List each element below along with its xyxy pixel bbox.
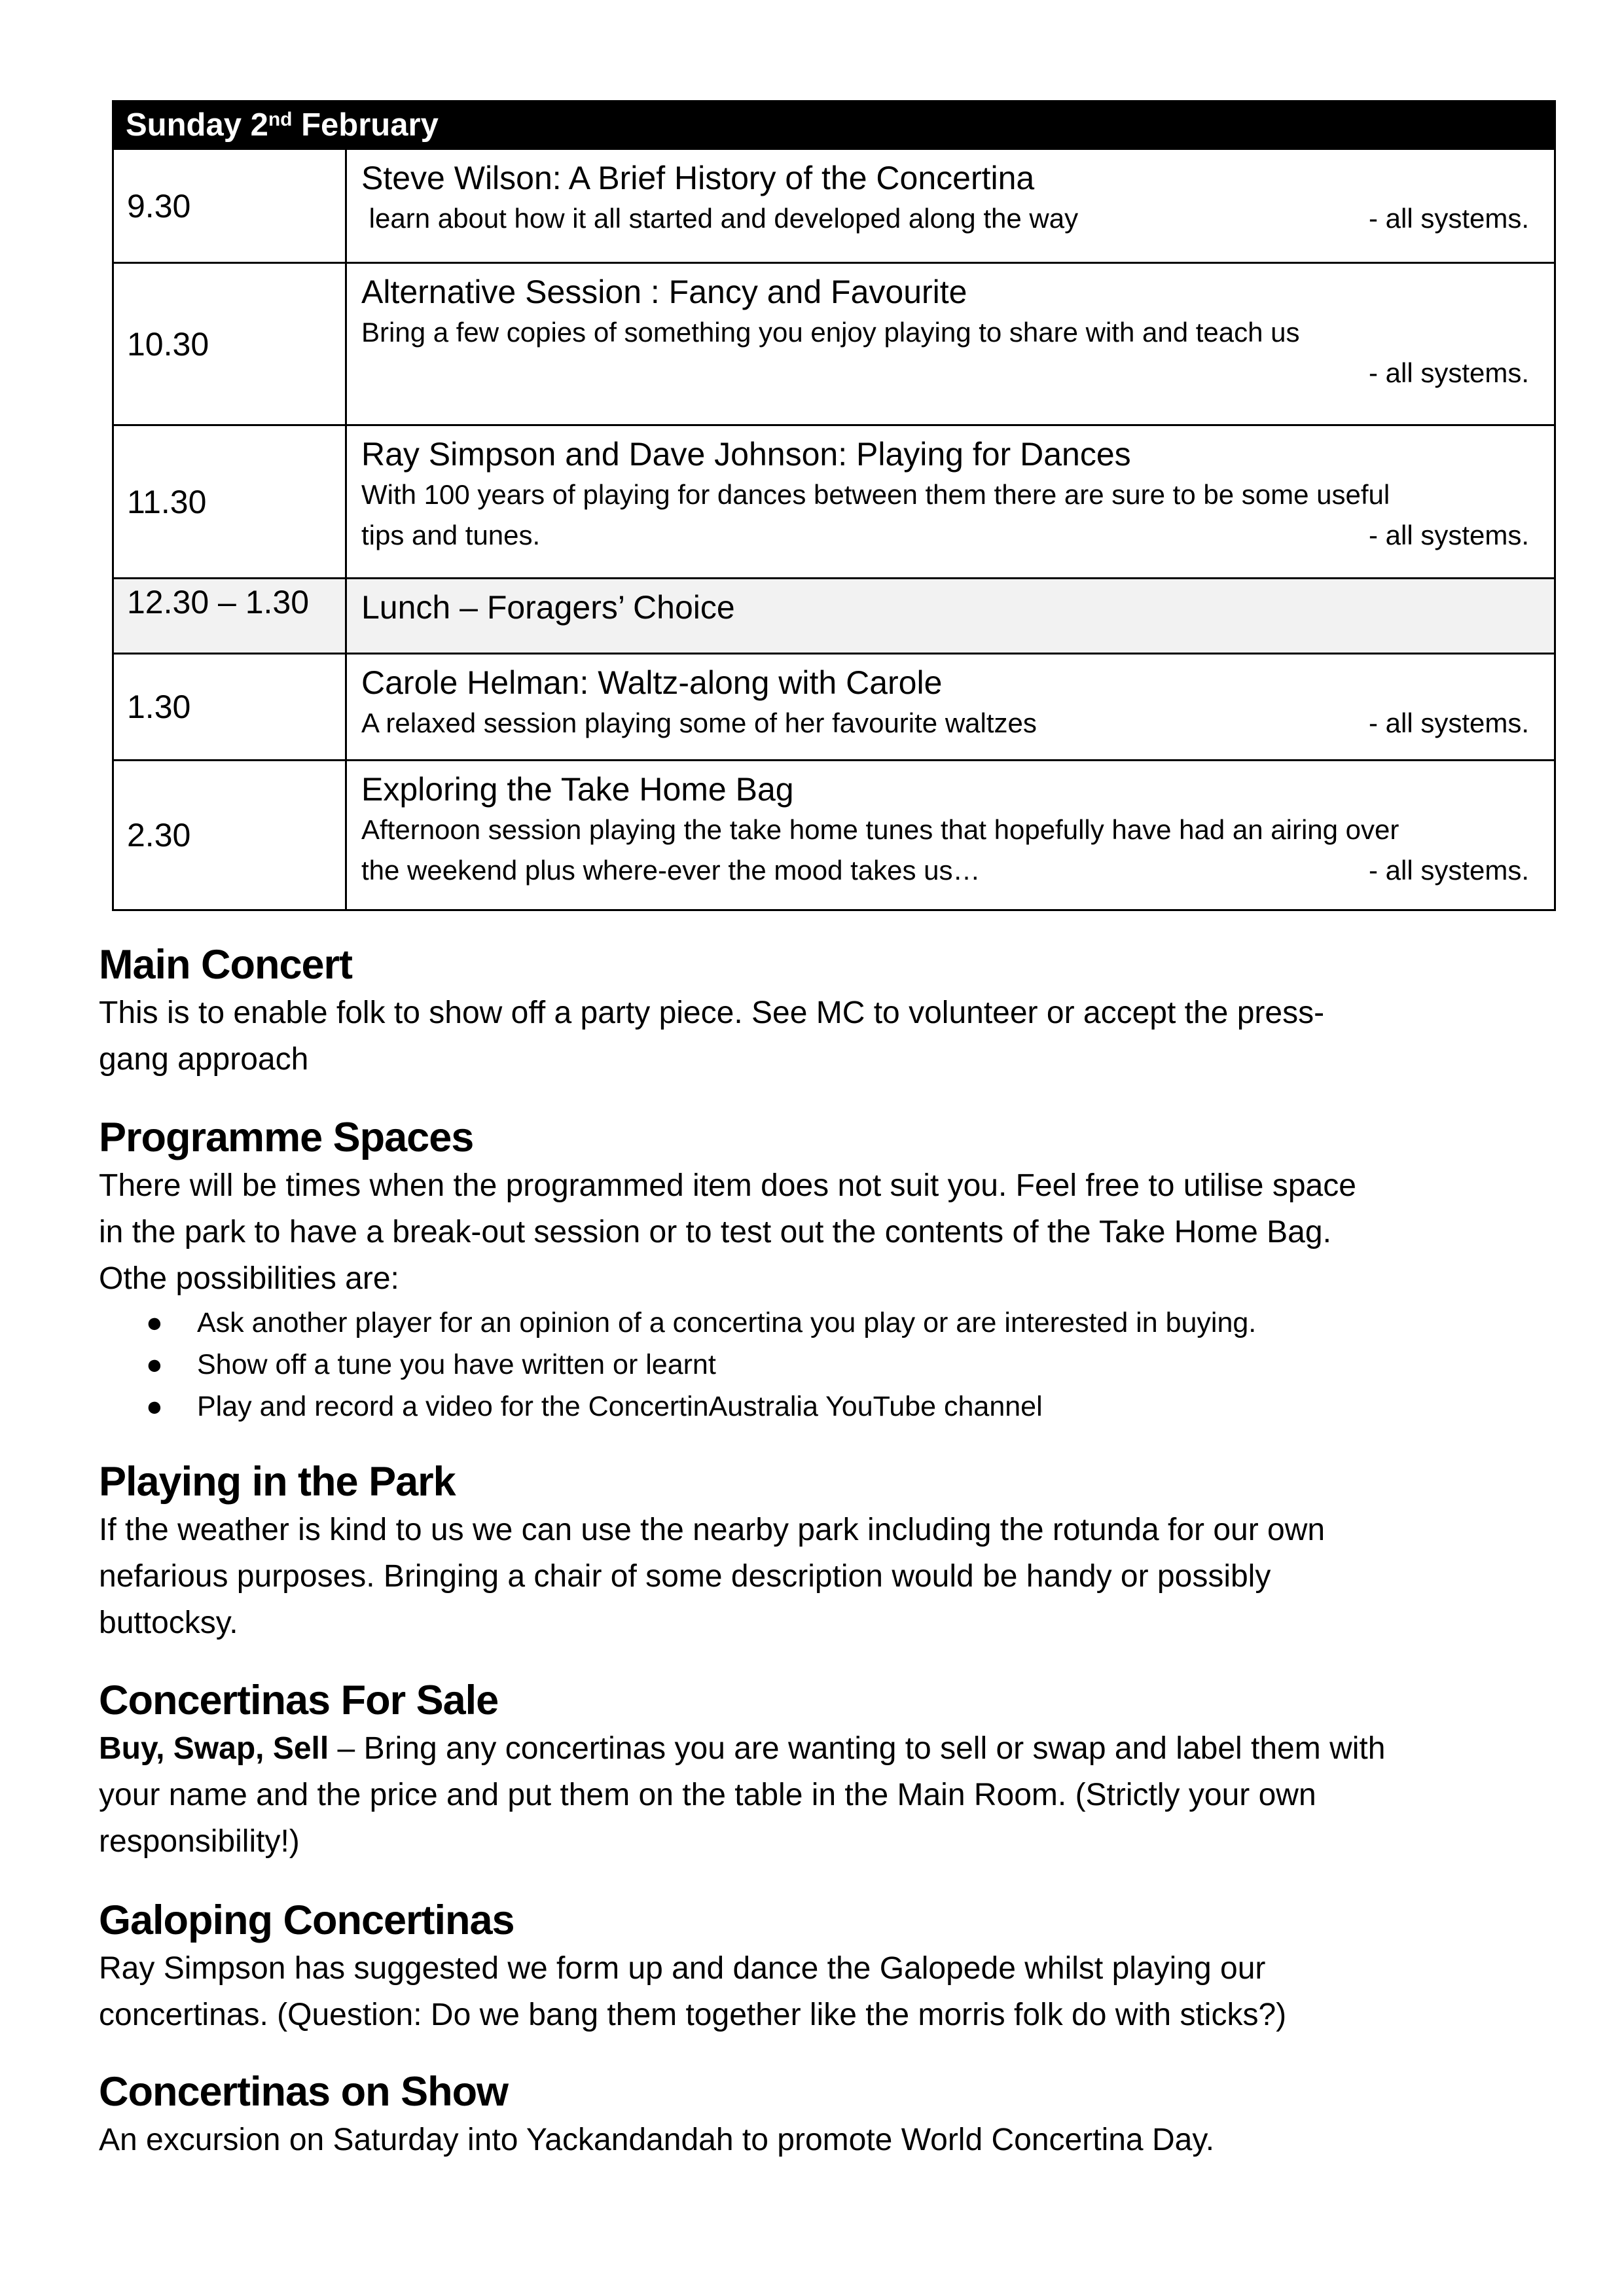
section-text: nefarious purposes. Bringing a chair of some description would be handy or possibly: [99, 1559, 1271, 1594]
row-content: [347, 761, 1554, 909]
section-playing-in-park: [99, 1457, 1539, 1646]
row-time: 12.30 – 1.30: [114, 579, 347, 653]
row-desc-line: [361, 703, 1529, 744]
section-text: Othe possibilities are:: [99, 1261, 399, 1296]
schedule-row: [114, 759, 1554, 909]
section-text: – Bring any concertinas you are wanting to sell or swap and label them with: [329, 1731, 1386, 1766]
day-ordinal: nd: [268, 109, 293, 130]
row-desc-line: [361, 850, 1529, 891]
list-item: [146, 1344, 1539, 1386]
section-on-show: [99, 2067, 1539, 2163]
row-systems: - all systems.: [1368, 708, 1529, 738]
row-title: Lunch – Foragers’ Choice: [361, 589, 735, 626]
schedule-row: [114, 653, 1554, 759]
row-title: Ray Simpson and Dave Johnson: Playing for Dances: [361, 436, 1131, 473]
row-desc-2: tips and tunes.: [361, 520, 541, 550]
list-item-text: Show off a tune you have written or learnt: [197, 1349, 716, 1380]
section-heading: Concertinas on Show: [99, 2069, 509, 2115]
row-content: [347, 264, 1554, 424]
list-item: [146, 1302, 1539, 1344]
schedule-row: [114, 424, 1554, 577]
row-content: [347, 150, 1554, 262]
section-text: your name and the price and put them on the table in the Main Room. (Strictly your own: [99, 1778, 1316, 1812]
row-title: Steve Wilson: A Brief History of the Concertina: [361, 160, 1035, 196]
row-content: [347, 426, 1554, 577]
lead-text: Buy, Swap, Sell: [99, 1731, 329, 1766]
bullet-icon: ●: [146, 1391, 163, 1422]
bullet-icon: ●: [146, 1307, 163, 1338]
row-desc-2: the weekend plus where-ever the mood takes us…: [361, 855, 981, 886]
schedule-row: [114, 262, 1554, 424]
row-time: 2.30: [114, 761, 347, 909]
section-text: Ray Simpson has suggested we form up and dance the Galopede whilst playing our: [99, 1951, 1266, 1986]
row-systems: - all systems.: [1368, 520, 1529, 550]
section-for-sale: [99, 1676, 1539, 1865]
section-text: in the park to have a break-out session or to test out the contents of the Take Home Bag.: [99, 1215, 1331, 1249]
row-desc-line: [361, 515, 1529, 556]
section-text: responsibility!): [99, 1824, 300, 1859]
section-text: buttocksy.: [99, 1605, 238, 1640]
section-heading: Programme Spaces: [99, 1115, 474, 1160]
schedule-row: [114, 148, 1554, 262]
schedule-table: [112, 100, 1556, 911]
row-desc: A relaxed session playing some of her favourite waltzes: [361, 708, 1037, 738]
section-text: An excursion on Saturday into Yackandandah to promote World Concertina Day.: [99, 2123, 1215, 2157]
row-desc: Bring a few copies of something you enjoy playing to share with and teach us: [361, 317, 1300, 348]
row-time: 10.30: [114, 264, 347, 424]
section-heading: Main Concert: [99, 942, 353, 988]
row-desc: With 100 years of playing for dances between them there are sure to be some useful: [361, 479, 1390, 510]
section-main-concert: [99, 940, 1539, 1083]
row-systems: - all systems.: [1368, 203, 1529, 234]
row-title: Alternative Session : Fancy and Favourite: [361, 274, 967, 310]
schedule-day-header: [114, 102, 1554, 148]
row-systems: - all systems.: [1368, 357, 1529, 388]
row-desc: learn about how it all started and developed along the way: [361, 203, 1079, 234]
section-text: If the weather is kind to us we can use the nearby park including the rotunda for our own: [99, 1513, 1326, 1547]
section-text: This is to enable folk to show off a party piece. See MC to volunteer or accept the press-: [99, 996, 1325, 1030]
row-time: 1.30: [114, 655, 347, 759]
section-text: There will be times when the programmed item does not suit you. Feel free to utilise space: [99, 1168, 1356, 1203]
row-content: [347, 655, 1554, 759]
row-desc-line: [361, 198, 1529, 239]
section-galoping: [99, 1895, 1539, 2038]
row-systems: - all systems.: [1368, 855, 1529, 886]
section-programme-spaces: [99, 1113, 1539, 1427]
possibilities-list: [99, 1302, 1539, 1427]
section-heading: Concertinas For Sale: [99, 1677, 499, 1723]
list-item: [146, 1386, 1539, 1427]
section-heading: Playing in the Park: [99, 1459, 456, 1505]
day-suffix: February: [292, 107, 439, 143]
row-title: Carole Helman: Waltz-along with Carole: [361, 664, 943, 701]
row-content: [347, 579, 1554, 653]
row-time: 11.30: [114, 426, 347, 577]
section-text: gang approach: [99, 1042, 309, 1077]
schedule-row-lunch: [114, 577, 1554, 653]
section-text: concertinas. (Question: Do we bang them together like the morris folk do with sticks?): [99, 1998, 1287, 2032]
section-heading: Galoping Concertinas: [99, 1897, 514, 1943]
row-time: 9.30: [114, 150, 347, 262]
list-item-text: Play and record a video for the ConcertinAustralia YouTube channel: [197, 1391, 1043, 1422]
section-text-line: [99, 1725, 1539, 1772]
row-desc: Afternoon session playing the take home tunes that hopefully have had an airing over: [361, 814, 1399, 845]
row-title: Exploring the Take Home Bag: [361, 771, 794, 808]
day-prefix: Sunday 2: [126, 107, 268, 143]
bullet-icon: ●: [146, 1349, 163, 1380]
list-item-text: Ask another player for an opinion of a concertina you play or are interested in buying.: [197, 1307, 1257, 1338]
